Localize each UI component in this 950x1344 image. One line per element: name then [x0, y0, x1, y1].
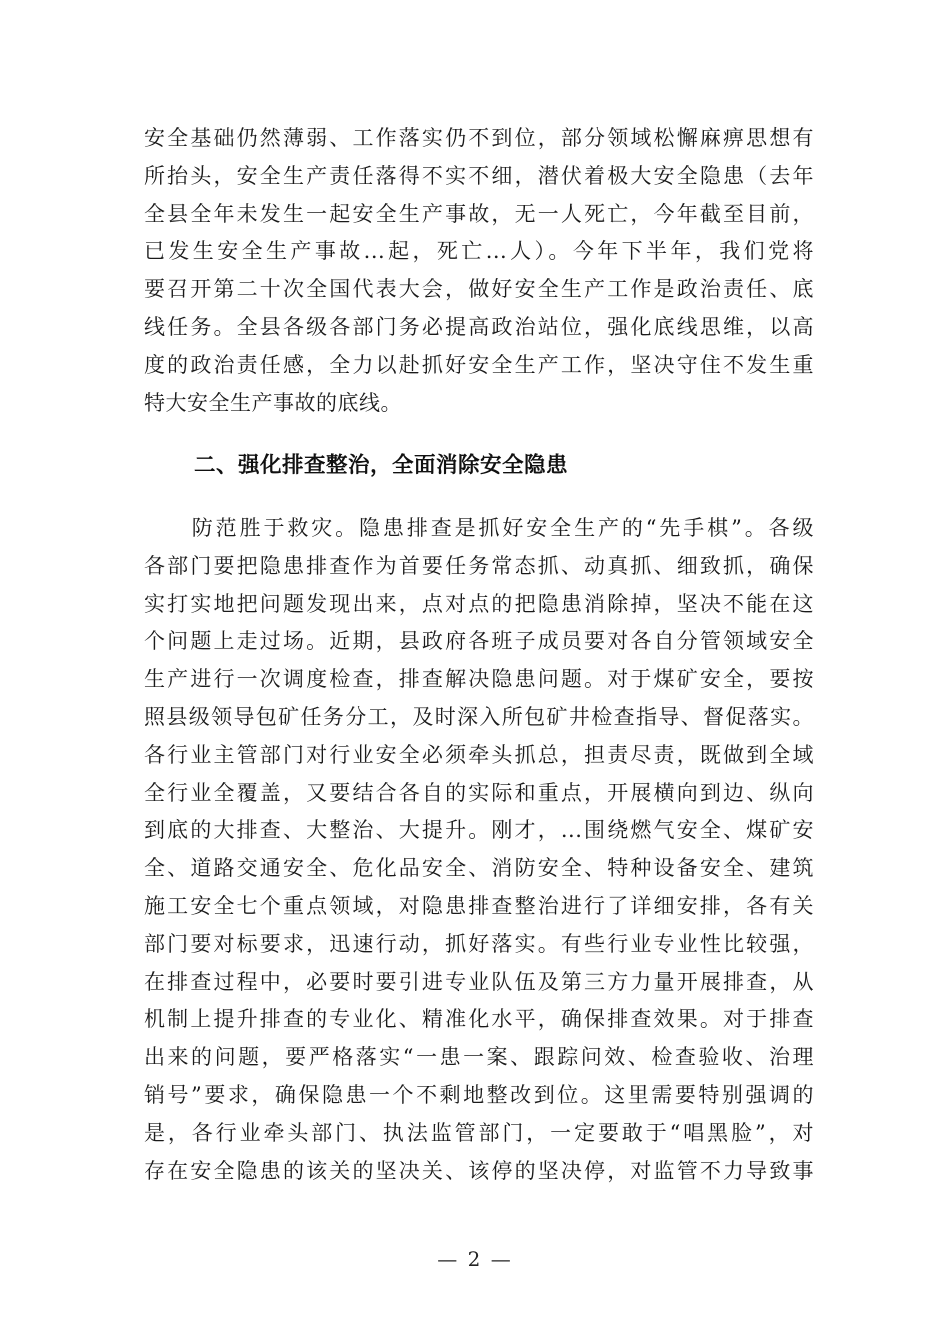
text-line: 存在安全隐患的该关的坚决关、该停的坚决停，对监管不力导致事 [144, 1158, 814, 1183]
text-line: 线任务。全县各级各部门务必提高政治站位，强化底线思维，以高 [144, 314, 814, 339]
text-line: 各行业主管部门对行业安全必须牵头抓总，担责尽责，既做到全域 [144, 742, 814, 767]
text-line: 个问题上走过场。近期，县政府各班子成员要对各自分管领域安全 [144, 629, 814, 654]
text-line: 出来的问题，要严格落实“一患一案、跟踪问效、检查验收、治理 [144, 1045, 814, 1070]
section-heading: 二、强化排查整治，全面消除安全隐患 [194, 453, 569, 478]
paragraph-hazard-inspection [144, 510, 814, 1190]
text-line: 实打实地把问题发现出来，点对点的把隐患消除掉，坚决不能在这 [144, 591, 814, 616]
text-line: 安全基础仍然薄弱、工作落实仍不到位，部分领域松懈麻痹思想有 [144, 126, 814, 150]
text-line: 机制上提升排查的专业化、精准化水平，确保排查效果。对于排查 [144, 1007, 814, 1032]
text-line: 照县级领导包矿任务分工，及时深入所包矿井检查指导、督促落实。 [144, 704, 814, 729]
text-line: 度的政治责任感，全力以赴抓好安全生产工作，坚决守住不发生重 [144, 352, 814, 377]
text-line: 销号”要求，确保隐患一个不剩地整改到位。这里需要特别强调的 [144, 1082, 814, 1107]
text-line: 施工安全七个重点领域，对隐患排查整治进行了详细安排，各有关 [144, 893, 814, 918]
text-line: 特大安全生产事故的底线。 [144, 390, 402, 415]
text-line: 已发生安全生产事故...起，死亡...人）。今年下半年，我们党将 [144, 239, 814, 264]
text-line: 是，各行业牵头部门、执法监管部门，一定要敢于“唱黑脸”，对 [144, 1120, 814, 1145]
text-line: 生产进行一次调度检查，排查解决隐患问题。对于煤矿安全，要按 [144, 667, 814, 692]
page-number: — 2 — [437, 1247, 513, 1271]
text-line: 全、道路交通安全、危化品安全、消防安全、特种设备安全、建筑 [144, 856, 814, 881]
paragraph-continued [144, 120, 814, 422]
text-line: 全县全年未发生一起安全生产事故，无一人死亡，今年截至目前， [144, 201, 814, 226]
text-line: 部门要对标要求，迅速行动，抓好落实。有些行业专业性比较强， [144, 931, 814, 956]
text-line: 所抬头，安全生产责任落得不实不细，潜伏着极大安全隐患（去年 [144, 163, 814, 188]
text-line: 防范胜于救灾。隐患排查是抓好安全生产的“先手棋”。各级 [144, 516, 814, 540]
text-line: 各部门要把隐患排查作为首要任务常态抓、动真抓、细致抓，确保 [144, 553, 814, 578]
text-line: 全行业全覆盖，又要结合各自的实际和重点，开展横向到边、纵向 [144, 780, 814, 805]
text-line: 要召开第二十次全国代表大会，做好安全生产工作是政治责任、底 [144, 277, 814, 302]
text-line: 在排查过程中，必要时要引进专业队伍及第三方力量开展排查，从 [144, 969, 814, 994]
text-line: 到底的大排查、大整治、大提升。刚才，...围绕燃气安全、煤矿安 [144, 818, 814, 843]
